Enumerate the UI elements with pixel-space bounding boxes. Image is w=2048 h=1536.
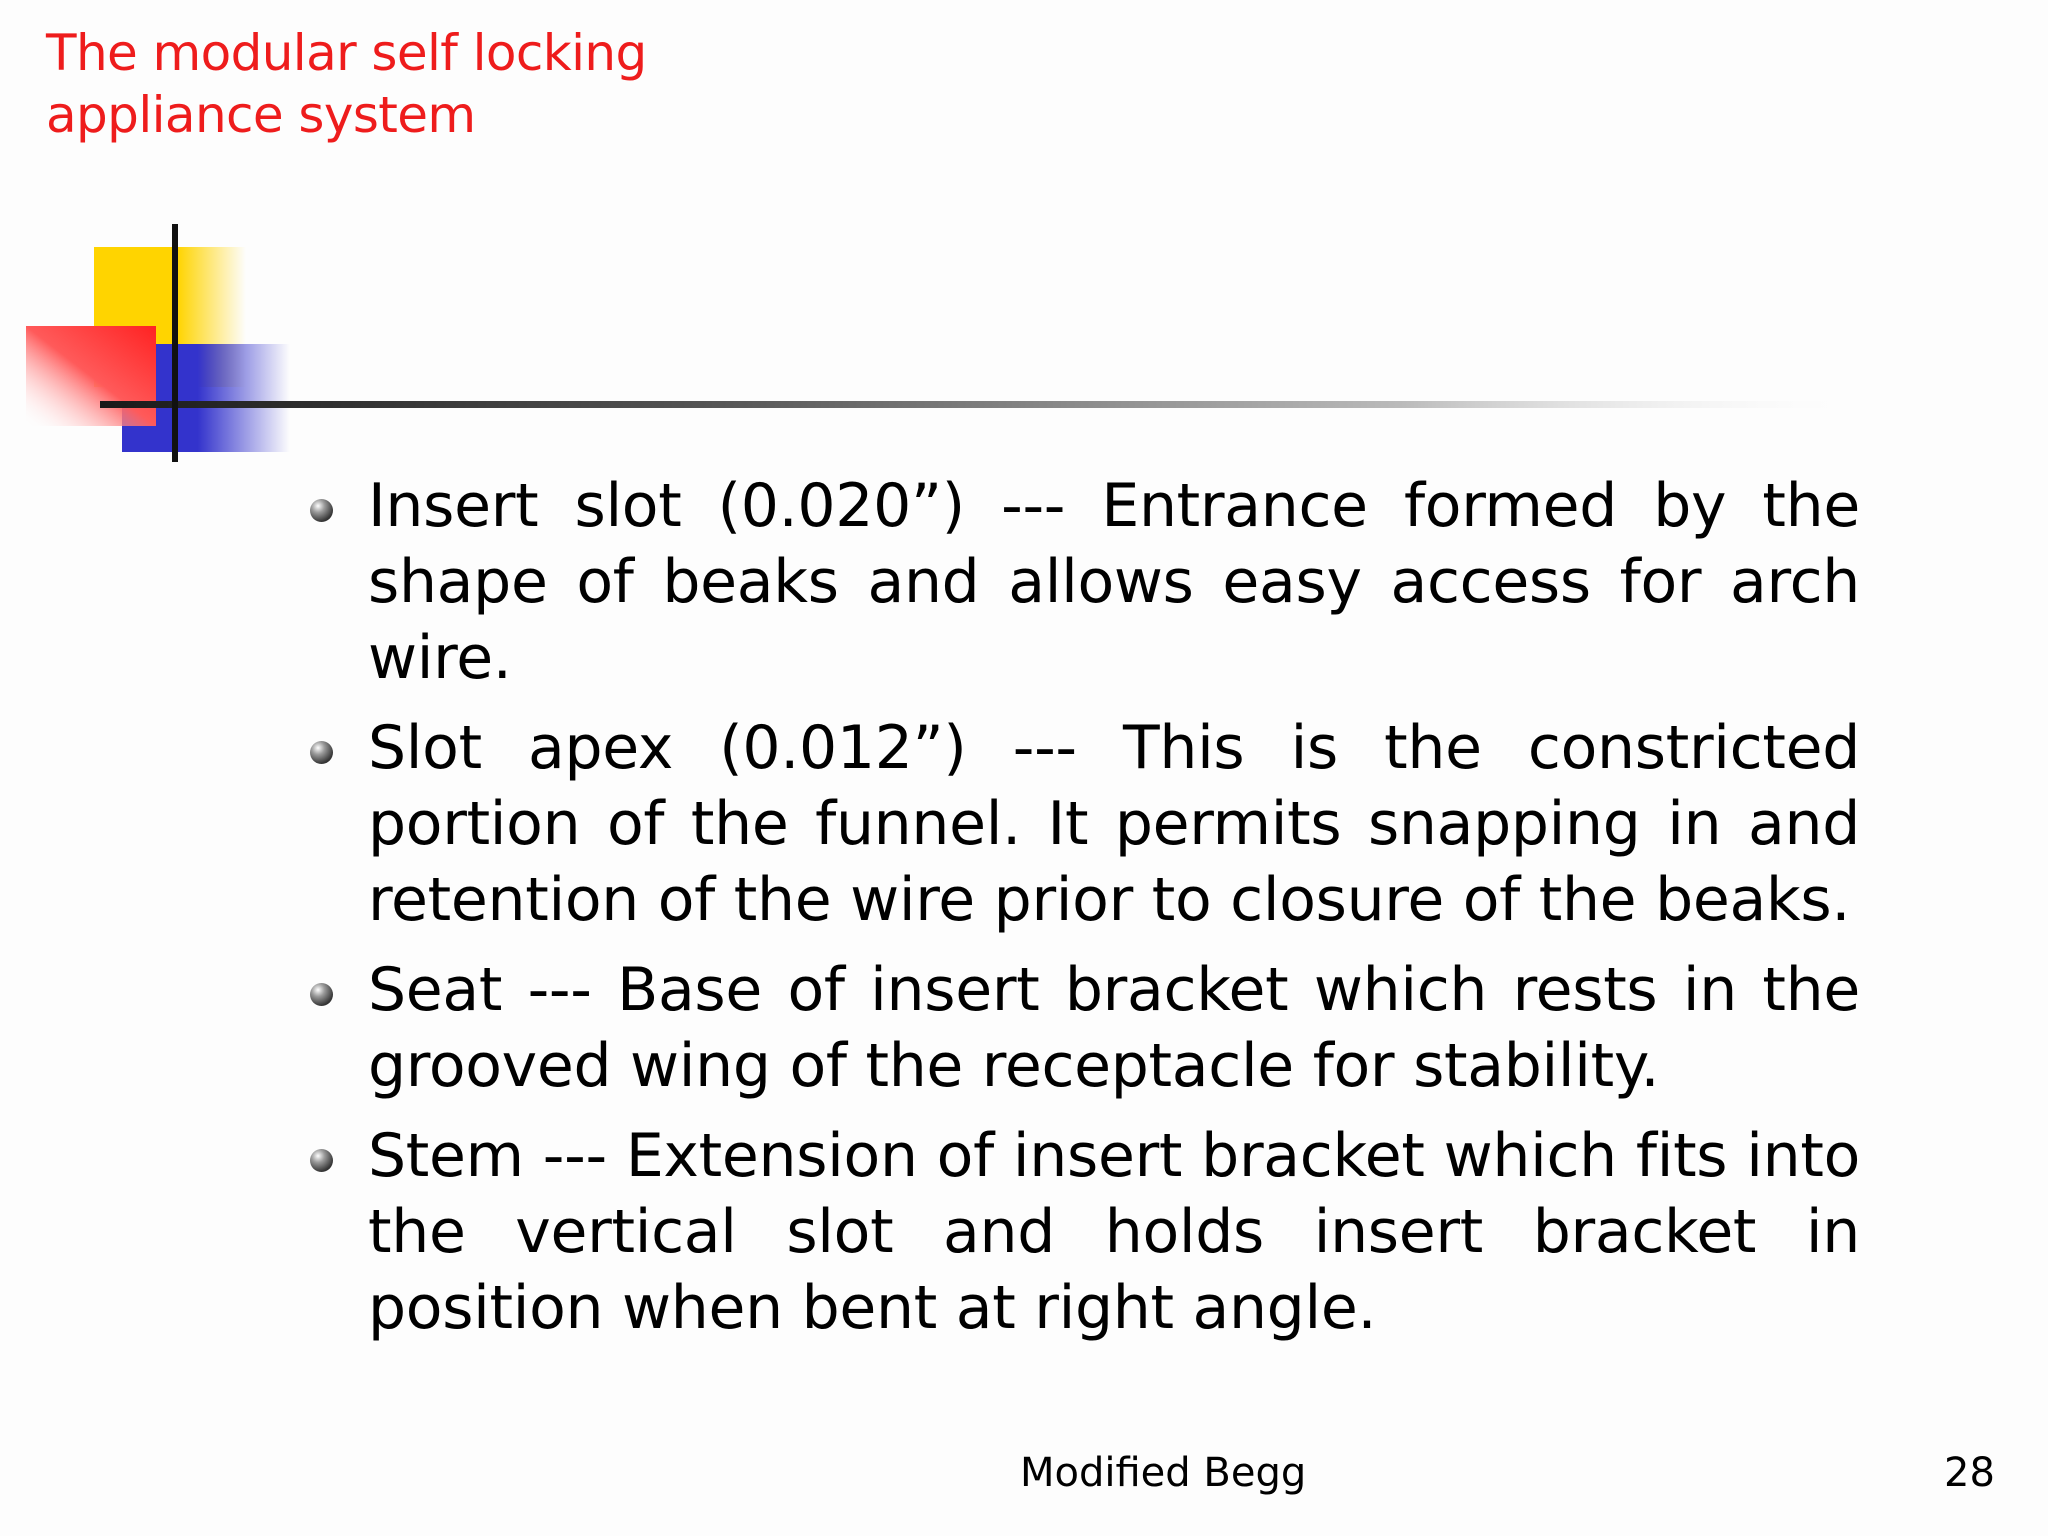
bullet-text: Stem --- Extension of insert bracket which fits into the vertical slot and holds insert bracket in position when bent at right angle. (368, 1121, 1860, 1343)
decor-blue-square (122, 344, 290, 452)
bullet-icon (310, 741, 333, 764)
bullet-text: Slot apex (0.012”) --- This is the constricted portion of the funnel. It permits snapping in and retention of the wire prior to closure of the beaks. (368, 713, 1860, 935)
bullet-item-seat (300, 952, 1860, 1104)
bullet-item-slot-apex (300, 710, 1860, 938)
footer-text: Modified Begg (1020, 1450, 1307, 1496)
bullet-item-stem (300, 1118, 1860, 1346)
decor-yellow-square (94, 247, 246, 387)
decor-vertical-line (172, 224, 178, 462)
bullet-list (300, 468, 1860, 1360)
page-number: 28 (1944, 1450, 1995, 1496)
decor-red-square (26, 326, 156, 426)
slide-title: The modular self locking appliance system (46, 24, 647, 144)
bullet-item-insert-slot (300, 468, 1860, 696)
decor-horizontal-line (100, 401, 1840, 408)
bullet-icon (310, 1149, 333, 1172)
bullet-icon (310, 499, 333, 522)
bullet-icon (310, 983, 333, 1006)
bullet-text: Insert slot (0.020”) --- Entrance formed by the shape of beaks and allows easy access for arch wire. (368, 471, 1860, 693)
bullet-text: Seat --- Base of insert bracket which rests in the grooved wing of the receptacle for stability. (368, 955, 1860, 1101)
